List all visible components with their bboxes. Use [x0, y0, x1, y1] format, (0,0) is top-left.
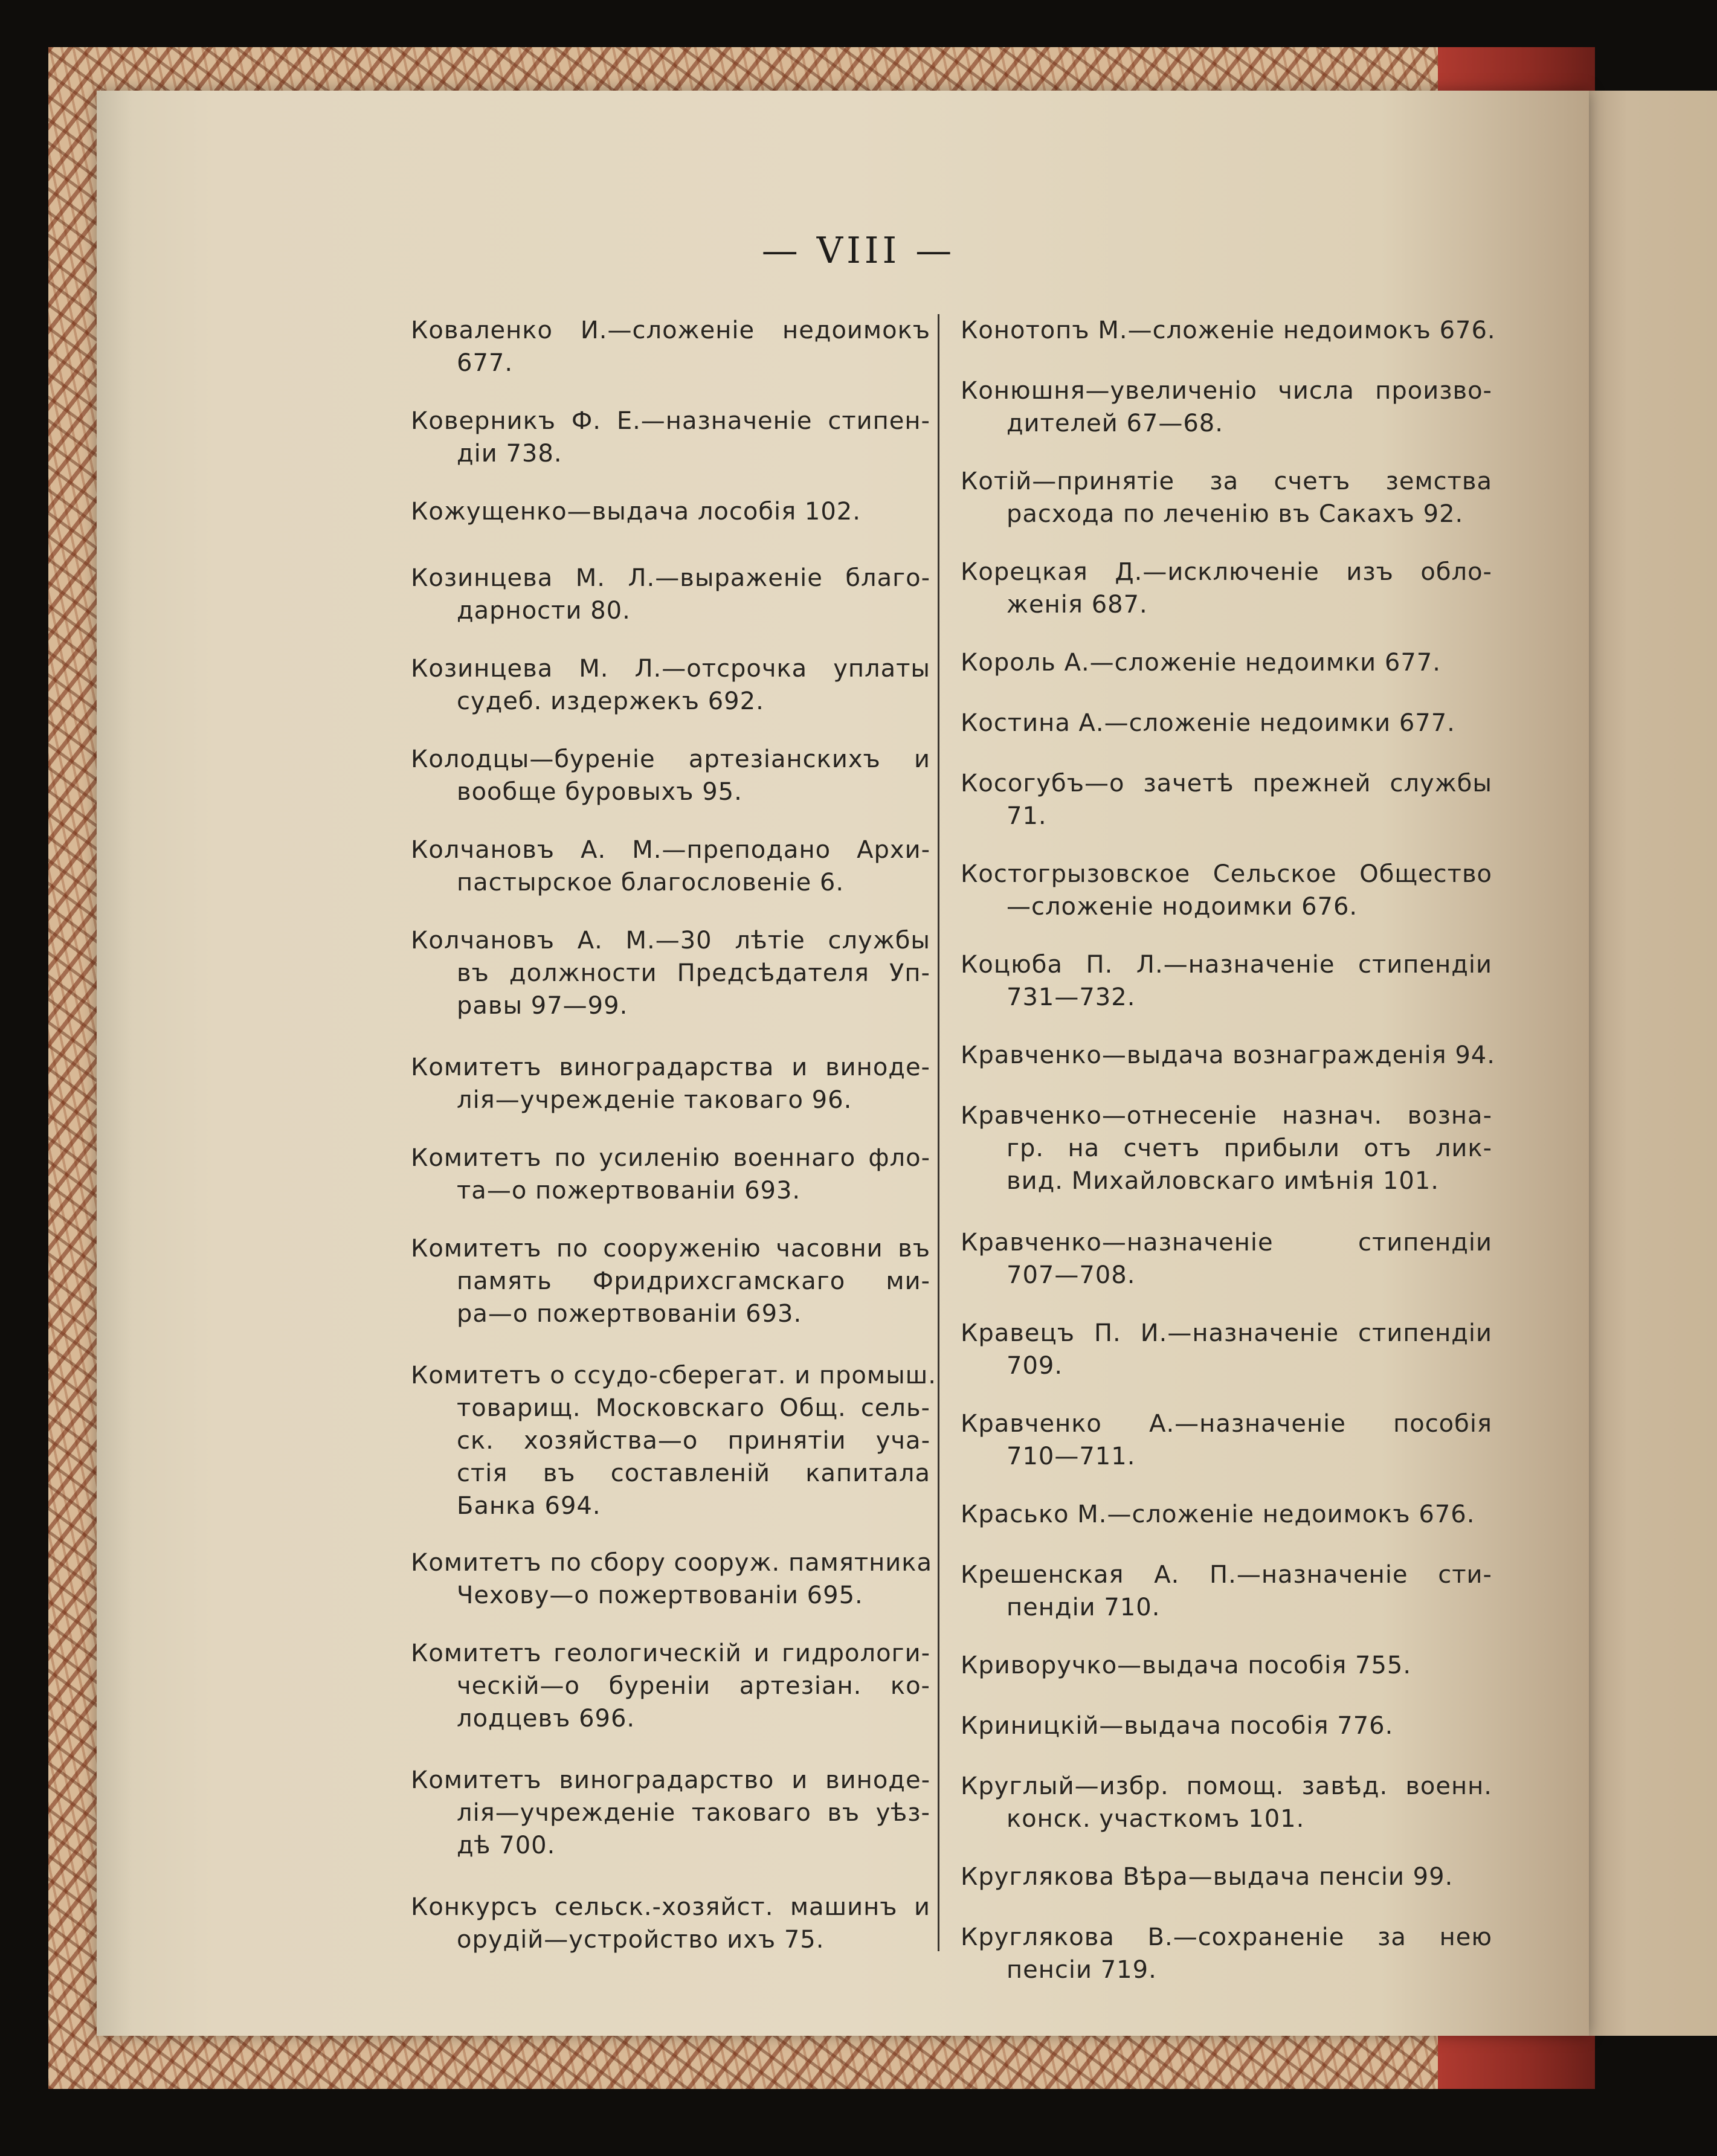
index-entry-heading: Колчановъ А. М.—30 лѣтіе службы [411, 927, 930, 954]
index-entry-heading: Конюшня—увеличеніо числа произво- [961, 377, 1492, 405]
index-entry [411, 495, 930, 528]
index-entry-continuation: 677. [457, 349, 514, 377]
index-entry-heading: Комитетъ виноградарство и виноде- [411, 1766, 930, 1794]
index-entry [961, 1039, 1495, 1072]
index-entry-continuation: въ должности Предсѣдателя Уп- [457, 959, 930, 987]
index-entry-continuation: гр. на счетъ прибыли отъ лик- [1007, 1134, 1492, 1162]
index-entry-continuation: женія 687. [1007, 591, 1148, 619]
index-entry-heading: Косогубъ—о зачетѣ прежней службы [961, 770, 1492, 797]
index-entry-continuation: ра—о пожертвованіи 693. [457, 1300, 802, 1328]
index-entry-heading: Круглый—избр. помощ. завѣд. военн. [961, 1772, 1492, 1800]
index-entry-continuation: пенсіи 719. [1007, 1956, 1157, 1984]
index-entry-heading: Кравченко А.—назначеніе пособія [961, 1410, 1492, 1438]
index-entry-continuation: вид. Михайловскаго имѣнія 101. [1007, 1167, 1439, 1195]
index-entry [961, 948, 1492, 1014]
index-entry [961, 465, 1492, 530]
index-entry [411, 405, 930, 470]
index-entry-heading: Комитетъ по сооруженію часовни въ [411, 1235, 930, 1263]
index-entry-heading: Криворучко—выдача пособія 755. [961, 1652, 1412, 1679]
index-entry-heading: Конкурсъ сельск.-хозяйст. машинъ и [411, 1893, 930, 1921]
index-entry-heading: Комитетъ о ссудо-сберегат. и промыш. [411, 1362, 936, 1389]
index-entry-heading: Колодцы—буреніе артезіанскихъ и [411, 745, 930, 773]
index-entry-heading: Колчановъ А. М.—преподано Архи- [411, 836, 930, 864]
index-entry-continuation: та—о пожертвованіи 693. [457, 1177, 801, 1205]
index-entry-heading: Кравченко—выдача вознагражденія 94. [961, 1041, 1495, 1069]
index-entry-continuation: пендіи 710. [1007, 1594, 1161, 1621]
index-entry-heading: Котій—принятіе за счетъ земства [961, 468, 1492, 495]
index-entry-heading: Круглякова Вѣра—выдача пенсіи 99. [961, 1863, 1454, 1891]
index-entry [961, 1921, 1492, 1986]
index-entry [411, 834, 930, 899]
index-entry-heading: Комитетъ геологическій и гидрологи- [411, 1640, 930, 1667]
index-entry [411, 1764, 930, 1862]
index-entry [411, 1546, 930, 1612]
index-entry-continuation: конск. участкомъ 101. [1007, 1805, 1305, 1833]
index-entry-continuation: лія—учрежденіе таковаго въ уѣз- [457, 1799, 930, 1827]
index-entry-continuation: 709. [1007, 1352, 1063, 1380]
index-entry-heading: Король А.—сложеніе недоимки 677. [961, 649, 1441, 677]
index-entry-heading: Круглякова В.—сохраненіе за нею [961, 1923, 1492, 1951]
index-entry-heading: Кравченко—назначеніе стипендіи [961, 1229, 1492, 1257]
index-entry-heading: Кравецъ П. И.—назначеніе стипендіи [961, 1319, 1492, 1347]
index-entry-continuation: діи 738. [457, 440, 562, 468]
index-entry-heading: Костина А.—сложеніе недоимки 677. [961, 709, 1455, 737]
index-entry-continuation: пастырское благословеніе 6. [457, 869, 845, 896]
index-entry [411, 314, 930, 379]
index-entry-continuation: 707—708. [1007, 1261, 1136, 1289]
index-entry-continuation: стія въ составленій капитала [457, 1459, 930, 1487]
index-entry [961, 1770, 1492, 1835]
index-entry-continuation: расхода по леченію въ Сакахъ 92. [1007, 500, 1464, 528]
index-entry [961, 1559, 1492, 1624]
index-entry-continuation: вообще буровыхъ 95. [457, 778, 743, 806]
index-entry-continuation: судеб. издержекъ 692. [457, 687, 764, 715]
index-entry [961, 314, 1496, 347]
index-entry-continuation: равы 97—99. [457, 992, 628, 1020]
index-entry-heading: Красько М.—сложеніе недоимокъ 676. [961, 1501, 1475, 1528]
index-entry [411, 1891, 930, 1956]
index-entry-continuation: память Фридрихсгамскаго ми- [457, 1267, 930, 1295]
index-entry-heading: Кожущенко—выдача лособія 102. [411, 498, 861, 526]
index-entry [411, 1051, 930, 1116]
index-entry-heading: Козинцева М. Л.—отсрочка уплаты [411, 655, 930, 683]
index-entry-heading: Криницкій—выдача пособія 776. [961, 1712, 1394, 1740]
index-entry-continuation: Чехову—о пожертвованіи 695. [457, 1582, 863, 1609]
index-entry [961, 858, 1492, 923]
index-entry [961, 1408, 1492, 1473]
index-entry-heading: Кравченко—отнесеніе назнач. возна- [961, 1102, 1492, 1130]
page-number-heading: — VIII — [761, 230, 956, 272]
index-entry-heading: Крешенская А. П.—назначеніе сти- [961, 1561, 1492, 1589]
index-entry-heading: Комитетъ по сбору сооруж. памятника [411, 1549, 932, 1577]
index-entry [411, 1232, 930, 1330]
page-gutter-shadow [97, 91, 133, 2036]
index-entry-continuation: ческій—о буреніи артезіан. ко- [457, 1672, 930, 1700]
index-entry [961, 707, 1492, 739]
index-entry [411, 743, 930, 808]
index-entry-continuation: товарищ. Московскаго Общ. сель- [457, 1394, 930, 1422]
index-entry [411, 652, 930, 718]
index-entry-heading: Костогрызовское Сельское Общество [961, 860, 1492, 888]
index-entry [961, 1099, 1492, 1197]
index-entry [411, 1359, 936, 1522]
index-entry-continuation: Банка 694. [457, 1492, 601, 1520]
index-entry [961, 646, 1492, 679]
index-entry-continuation: 731—732. [1007, 983, 1136, 1011]
index-entry-heading: Комитетъ виноградарства и виноде- [411, 1054, 930, 1081]
index-entry [411, 1637, 930, 1735]
index-entry-heading: Комитетъ по усиленію военнаго фло- [411, 1144, 930, 1172]
facing-page-edge [1589, 91, 1717, 2036]
index-entry-continuation: дарности 80. [457, 597, 631, 625]
index-entry-continuation: ск. хозяйства—о принятіи уча- [457, 1427, 930, 1455]
index-entry-heading: Коверникъ Ф. Е.—назначеніе стипен- [411, 407, 930, 435]
index-entry-continuation: дителей 67—68. [1007, 410, 1223, 437]
index-entry [961, 1317, 1492, 1382]
column-divider [938, 314, 939, 1951]
index-entry [411, 562, 930, 627]
index-entry [961, 375, 1492, 440]
index-entry [961, 1226, 1492, 1292]
index-entry-heading: Коцюба П. Л.—назначеніе стипендіи [961, 951, 1492, 979]
index-entry-heading: Коваленко И.—сложеніе недоимокъ [411, 317, 930, 344]
index-entry [961, 1498, 1492, 1531]
index-entry [961, 767, 1492, 832]
index-entry-continuation: лія—учрежденіе таковаго 96. [457, 1086, 852, 1114]
index-entry-heading: Козинцева М. Л.—выраженіе благо- [411, 564, 930, 592]
index-entry-continuation: дѣ 700. [457, 1832, 556, 1859]
index-entry-heading: Конотопъ М.—сложеніе недоимокъ 676. [961, 317, 1496, 344]
index-entry [961, 1861, 1492, 1893]
index-entry [411, 1142, 930, 1207]
index-entry-continuation: лодцевъ 696. [457, 1705, 636, 1733]
index-entry [961, 1649, 1492, 1682]
index-entry-heading: Корецкая Д.—исключеніе изъ обло- [961, 558, 1492, 586]
index-entry-continuation: —сложеніе нодоимки 676. [1007, 893, 1358, 921]
index-entry [961, 1710, 1492, 1742]
index-entry [961, 556, 1492, 621]
index-entry-continuation: 71. [1007, 802, 1047, 830]
index-entry-continuation: орудій—устройство ихъ 75. [457, 1926, 825, 1954]
index-entry-continuation: 710—711. [1007, 1443, 1136, 1470]
index-entry [411, 924, 930, 1022]
